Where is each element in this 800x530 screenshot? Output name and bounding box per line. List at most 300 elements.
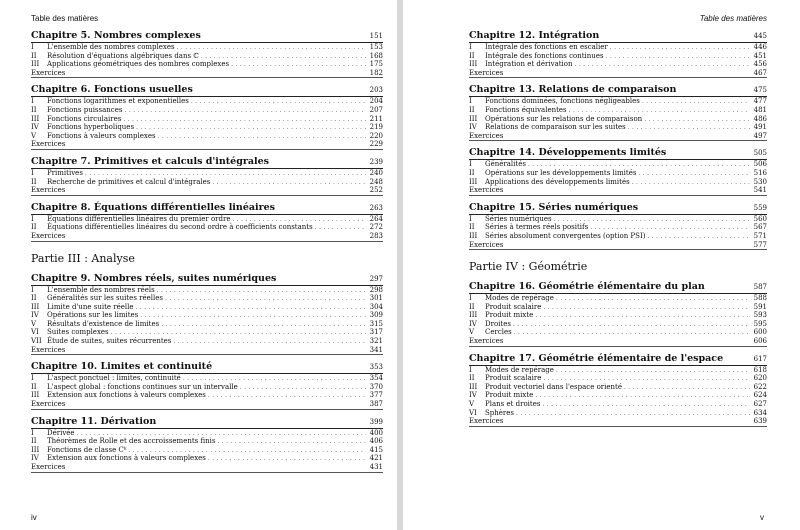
exercises-label: Exercices: [469, 240, 504, 249]
section-number: VI: [31, 328, 39, 337]
section-number: VII: [31, 337, 42, 346]
section-number: I: [31, 214, 34, 223]
section-title: Opérations sur les relations de comparaison: [485, 114, 643, 123]
running-header: Table des matières: [699, 14, 767, 23]
section-page: 446: [753, 43, 767, 51]
section-page: 304: [369, 302, 383, 311]
chapter-page: 399: [369, 417, 383, 426]
chapter-title: Chapitre 17. Géométrie élémentaire de l'espace: [469, 352, 724, 364]
exercises-label: Exercices: [469, 186, 504, 195]
section-page: 627: [753, 400, 767, 409]
section-entry: [469, 169, 767, 178]
section-page: 301: [369, 294, 383, 303]
dot-leader: [173, 338, 366, 347]
section-entry: [469, 294, 767, 303]
section-title: Cercles: [485, 328, 512, 337]
section-number: IV: [469, 123, 477, 132]
section-entry: [469, 223, 767, 232]
section-entry: [31, 223, 383, 232]
dot-leader: [535, 392, 750, 401]
dot-leader: [136, 124, 366, 133]
section-page: 264: [369, 214, 383, 223]
exercises-entry: [31, 400, 383, 410]
section-title: Généralités sur les suites réelles: [47, 294, 163, 303]
section-title: Théorèmes de Rolle et des accroissements finis: [47, 437, 216, 446]
section-page: 530: [753, 177, 767, 186]
section-title: Fonctions circulaires: [47, 114, 122, 123]
dot-leader: [647, 233, 750, 242]
section-number: I: [31, 428, 34, 437]
chapter-heading: [31, 84, 383, 97]
chapter-heading: [469, 353, 767, 366]
section-entry: [31, 169, 383, 178]
section-number: IV: [31, 311, 39, 320]
dot-leader: [535, 312, 750, 321]
dot-leader: [513, 321, 750, 330]
dot-leader: [161, 321, 366, 330]
chapter-title: Chapitre 15. Séries numériques: [469, 201, 639, 213]
section-number: II: [31, 105, 37, 114]
section-title: Équations différentielles linéaires du second ordre à coefficients constants: [47, 223, 313, 232]
exercises-page: 182: [369, 68, 383, 77]
dot-leader: [123, 116, 366, 125]
section-number: II: [31, 382, 37, 391]
section-title: Produit scalaire: [485, 374, 542, 383]
section-number: V: [469, 400, 475, 409]
section-entry: [469, 383, 767, 392]
section-number: III: [31, 302, 40, 311]
section-entry: [31, 391, 383, 400]
exercises-page: 283: [369, 231, 383, 240]
exercises-label: Exercices: [31, 463, 66, 471]
section-title: Intégrale des fonctions continues: [485, 51, 604, 60]
section-entry: [31, 123, 383, 132]
exercises-label: Exercices: [469, 417, 504, 426]
section-number: IV: [31, 454, 39, 463]
section-number: IV: [31, 123, 39, 132]
dot-leader: [140, 312, 366, 321]
exercises-page: 467: [753, 68, 767, 77]
section-number: III: [31, 391, 40, 400]
chapter-title: Chapitre 12. Intégration: [469, 30, 600, 41]
section-title: Résolution d'équations algébriques dans ℂ: [47, 51, 199, 60]
section-title: Plans et droites: [485, 400, 541, 409]
section-number: II: [469, 168, 475, 177]
chapter-page: 559: [753, 203, 767, 212]
section-page: 624: [753, 391, 767, 400]
section-number: I: [469, 43, 472, 51]
dot-leader: [632, 179, 750, 188]
section-number: I: [31, 97, 34, 106]
chapter-heading: [31, 30, 383, 43]
section-entry: [31, 60, 383, 69]
section-title: Généralités: [485, 160, 526, 169]
exercises-entry: [469, 69, 767, 79]
section-page: 481: [753, 105, 767, 114]
chapter-heading: [469, 147, 767, 160]
section-page: 622: [753, 382, 767, 391]
section-title: Droites: [485, 319, 511, 328]
section-title: Produit mixte: [485, 311, 534, 320]
section-title: Résultats d'existence de limites: [47, 319, 160, 328]
section-entry: [31, 286, 383, 295]
section-number: I: [469, 97, 472, 106]
exercises-entry: [31, 463, 383, 473]
dot-leader: [158, 133, 366, 142]
section-number: II: [31, 51, 37, 60]
section-entry: [31, 303, 383, 312]
exercises-label: Exercices: [31, 186, 66, 195]
exercises-page: 252: [369, 186, 383, 195]
section-entry: [31, 52, 383, 61]
section-number: III: [469, 114, 478, 123]
chapter-title: Chapitre 13. Relations de comparaison: [469, 84, 677, 96]
exercises-entry: [31, 186, 383, 196]
dot-leader: [218, 438, 367, 447]
chapter-page: 587: [753, 283, 767, 292]
section-entry: [469, 160, 767, 169]
chapter-page: 353: [369, 363, 383, 372]
section-number: V: [31, 131, 37, 140]
section-number: V: [31, 319, 37, 328]
section-entry: [469, 400, 767, 409]
section-entry: [31, 294, 383, 303]
section-page: 321: [369, 337, 383, 346]
dot-leader: [124, 107, 366, 116]
section-page: 370: [369, 382, 383, 391]
section-title: Séries à termes réels positifs: [485, 223, 589, 232]
chapter-title: Chapitre 10. Limites et continuité: [31, 361, 213, 373]
section-title: Extension aux fonctions à valeurs complexes: [47, 391, 206, 400]
chapter-title: Chapitre 5. Nombres complexes: [31, 30, 201, 41]
dot-leader: [191, 98, 366, 107]
chapter-page: 475: [753, 86, 767, 95]
dot-leader: [315, 224, 366, 233]
section-title: Produit mixte: [485, 391, 534, 400]
section-title: Modes de repérage: [485, 294, 554, 303]
dot-leader: [157, 287, 366, 296]
chapter-page: 445: [753, 32, 767, 40]
section-number: III: [469, 311, 478, 320]
section-page: 207: [369, 105, 383, 114]
section-title: Fonctions hyperboliques: [47, 123, 135, 132]
section-page: 588: [753, 294, 767, 303]
section-page: 204: [369, 97, 383, 106]
section-page: 248: [369, 177, 383, 186]
section-title: Modes de repérage: [485, 365, 554, 374]
section-entry: [469, 60, 767, 69]
section-page: 220: [369, 131, 383, 140]
dot-leader: [642, 98, 750, 107]
section-number: III: [469, 177, 478, 186]
page-number: v: [760, 513, 764, 522]
section-number: VI: [469, 408, 477, 417]
section-page: 451: [753, 51, 767, 60]
exercises-label: Exercices: [469, 131, 504, 140]
section-entry: [31, 132, 383, 141]
exercises-label: Exercices: [469, 337, 504, 346]
section-number: I: [31, 374, 34, 383]
section-entry: [31, 429, 383, 438]
section-title: Séries numériques: [485, 214, 552, 223]
dot-leader: [628, 124, 750, 133]
section-number: II: [469, 302, 475, 311]
page-number: iv: [31, 513, 37, 522]
section-title: Fonctions puissances: [47, 105, 123, 114]
section-entry: [31, 337, 383, 346]
chapter-heading: [469, 30, 767, 43]
section-title: Limite d'une suite réelle: [47, 302, 134, 311]
section-page: 516: [753, 168, 767, 177]
dot-leader: [136, 304, 366, 313]
section-title: Extension aux fonctions à valeurs complexes: [47, 454, 206, 463]
section-number: II: [469, 374, 475, 383]
section-entry: [31, 374, 383, 383]
dot-leader: [212, 179, 366, 188]
section-page: 315: [369, 319, 383, 328]
chapter-heading: [31, 361, 383, 374]
exercises-label: Exercices: [469, 68, 504, 77]
exercises-page: 431: [369, 463, 383, 471]
section-page: 168: [369, 51, 383, 60]
section-page: 567: [753, 223, 767, 232]
section-number: III: [469, 60, 478, 69]
chapter-heading: [469, 84, 767, 97]
section-entry: [31, 328, 383, 337]
chapter-heading: [469, 202, 767, 215]
section-title: Applications des développements limités: [485, 177, 630, 186]
dot-leader: [240, 384, 366, 393]
section-entry: [31, 437, 383, 446]
right-page: [403, 0, 800, 530]
dot-leader: [556, 295, 750, 304]
exercises-entry: [31, 346, 383, 356]
section-page: 477: [753, 97, 767, 106]
dot-leader: [606, 53, 750, 62]
section-page: 491: [753, 123, 767, 132]
section-title: Fonctions à valeurs complexes: [47, 131, 156, 140]
section-title: Relations de comparaison sur les suites: [485, 123, 626, 132]
section-entry: [469, 320, 767, 329]
section-entry: [469, 311, 767, 320]
section-entry: [31, 320, 383, 329]
section-title: Produit vectoriel dans l'espace orienté: [485, 382, 622, 391]
chapter-title: Chapitre 9. Nombres réels, suites numériques: [31, 272, 277, 284]
section-page: 377: [369, 391, 383, 400]
chapter-page: 617: [753, 354, 767, 363]
section-page: 618: [753, 365, 767, 374]
section-page: 571: [753, 231, 767, 240]
section-entry: [469, 328, 767, 337]
section-title: Sphères: [485, 408, 515, 417]
section-number: I: [469, 214, 472, 223]
section-number: IV: [469, 319, 477, 328]
section-number: II: [469, 105, 475, 114]
dot-leader: [516, 410, 750, 419]
section-number: II: [31, 223, 37, 232]
section-title: Recherche de primitives et calcul d'intégrales: [47, 177, 211, 186]
section-entry: [469, 123, 767, 132]
dot-leader: [514, 329, 750, 338]
left-page: [0, 0, 397, 530]
section-page: 415: [369, 445, 383, 454]
chapter-title: Chapitre 14. Développements limités: [469, 147, 667, 159]
section-entry: [31, 97, 383, 106]
chapter-heading: [31, 202, 383, 215]
exercises-entry: [469, 241, 767, 251]
section-page: 486: [753, 114, 767, 123]
section-page: 354: [369, 374, 383, 383]
section-page: 153: [369, 43, 383, 51]
dot-leader: [575, 61, 750, 70]
section-entry: [469, 374, 767, 383]
dot-leader: [208, 392, 366, 401]
section-title: Intégration et dérivation: [485, 60, 573, 69]
dot-leader: [177, 44, 366, 53]
section-page: 400: [369, 428, 383, 437]
exercises-label: Exercices: [31, 231, 66, 240]
exercises-label: Exercices: [31, 400, 66, 409]
section-entry: [31, 454, 383, 463]
section-page: 560: [753, 214, 767, 223]
section-number: I: [469, 160, 472, 169]
exercises-page: 639: [753, 417, 767, 426]
toc-content: [469, 30, 767, 427]
section-page: 317: [369, 328, 383, 337]
exercises-label: Exercices: [31, 68, 66, 77]
dot-leader: [556, 367, 750, 376]
section-entry: [469, 178, 767, 187]
section-page: 506: [753, 160, 767, 169]
section-title: L'aspect ponctuel : limites, continuité: [47, 374, 181, 383]
section-title: Équations différentielles linéaires du premier ordre: [47, 214, 231, 223]
chapter-page: 203: [369, 86, 383, 95]
section-title: Fonctions de classe Cᵏ: [47, 445, 127, 454]
section-number: I: [31, 43, 34, 51]
section-title: Primitives: [47, 168, 83, 177]
dot-leader: [638, 170, 750, 179]
section-page: 309: [369, 311, 383, 320]
exercises-page: 497: [753, 131, 767, 140]
chapter-heading: [31, 273, 383, 286]
dot-leader: [610, 44, 750, 53]
section-entry: [469, 115, 767, 124]
section-number: I: [31, 168, 34, 177]
dot-leader: [165, 295, 366, 304]
chapter-heading: [469, 281, 767, 294]
section-entry: [31, 115, 383, 124]
chapter-title: Chapitre 11. Dérivation: [31, 415, 157, 427]
exercises-page: 577: [753, 240, 767, 249]
section-entry: [469, 232, 767, 241]
section-number: III: [469, 231, 478, 240]
section-number: I: [31, 285, 34, 294]
exercises-entry: [31, 69, 383, 79]
section-title: Étude de suites, suites récurrentes: [47, 337, 172, 346]
section-title: Fonctions dominées, fonctions négligeables: [485, 97, 640, 106]
section-entry: [469, 97, 767, 106]
exercises-entry: [31, 140, 383, 150]
section-number: II: [469, 51, 475, 60]
section-number: III: [31, 60, 40, 69]
exercises-page: 606: [753, 337, 767, 346]
section-title: Dérivée: [47, 428, 75, 437]
section-number: II: [31, 177, 37, 186]
section-page: 240: [369, 168, 383, 177]
section-page: 219: [369, 123, 383, 132]
section-entry: [469, 52, 767, 61]
dot-leader: [624, 384, 750, 393]
exercises-entry: [469, 186, 767, 196]
part-heading: Partie III : Analyse: [31, 251, 135, 265]
section-entry: [31, 178, 383, 187]
chapter-heading: [31, 416, 383, 429]
section-title: Applications géométriques des nombres complexes: [47, 60, 230, 69]
section-page: 272: [369, 223, 383, 232]
section-title: Fonctions logarithmes et exponentielles: [47, 97, 189, 106]
exercises-entry: [469, 417, 767, 427]
section-entry: [469, 43, 767, 52]
chapter-page: 297: [369, 274, 383, 283]
chapter-title: Chapitre 7. Primitives et calculs d'intégrales: [31, 155, 270, 167]
section-number: III: [31, 445, 40, 454]
part-heading: Partie IV : Géométrie: [469, 260, 588, 274]
exercises-entry: [469, 337, 767, 347]
section-title: L'aspect global : fonctions continues sur un intervalle: [47, 382, 238, 391]
dot-leader: [231, 61, 366, 70]
section-number: II: [31, 437, 37, 446]
section-number: II: [469, 223, 475, 232]
dot-leader: [543, 304, 750, 313]
exercises-page: 229: [369, 140, 383, 149]
dot-leader: [208, 455, 366, 464]
section-page: 600: [753, 328, 767, 337]
chapter-title: Chapitre 16. Géométrie élémentaire du plan: [469, 281, 705, 293]
dot-leader: [644, 116, 750, 125]
section-number: III: [31, 114, 40, 123]
chapter-page: 505: [753, 149, 767, 158]
exercises-label: Exercices: [31, 345, 66, 354]
chapter-title: Chapitre 6. Fonctions usuelles: [31, 84, 193, 96]
chapter-page: 151: [369, 32, 383, 40]
section-entry: [469, 391, 767, 400]
dot-leader: [542, 401, 750, 410]
exercises-label: Exercices: [31, 140, 66, 149]
exercises-page: 341: [369, 345, 383, 354]
section-page: 406: [369, 437, 383, 446]
toc-content: [31, 30, 383, 473]
section-entry: [31, 43, 383, 52]
section-title: Intégrale des fonctions en escalier: [485, 43, 608, 51]
section-title: L'ensemble des nombres complexes: [47, 43, 175, 51]
section-number: III: [469, 382, 478, 391]
section-page: 456: [753, 60, 767, 69]
exercises-entry: [469, 132, 767, 142]
chapter-heading: [31, 156, 383, 169]
section-page: 175: [369, 60, 383, 69]
section-entry: [469, 303, 767, 312]
section-number: I: [469, 365, 472, 374]
section-entry: [31, 106, 383, 115]
section-number: II: [31, 294, 37, 303]
section-page: 421: [369, 454, 383, 463]
exercises-page: 541: [753, 186, 767, 195]
section-page: 593: [753, 311, 767, 320]
section-page: 634: [753, 408, 767, 417]
exercises-entry: [31, 232, 383, 242]
section-page: 591: [753, 302, 767, 311]
section-title: Séries absolument convergentes (option PSI): [485, 231, 646, 240]
